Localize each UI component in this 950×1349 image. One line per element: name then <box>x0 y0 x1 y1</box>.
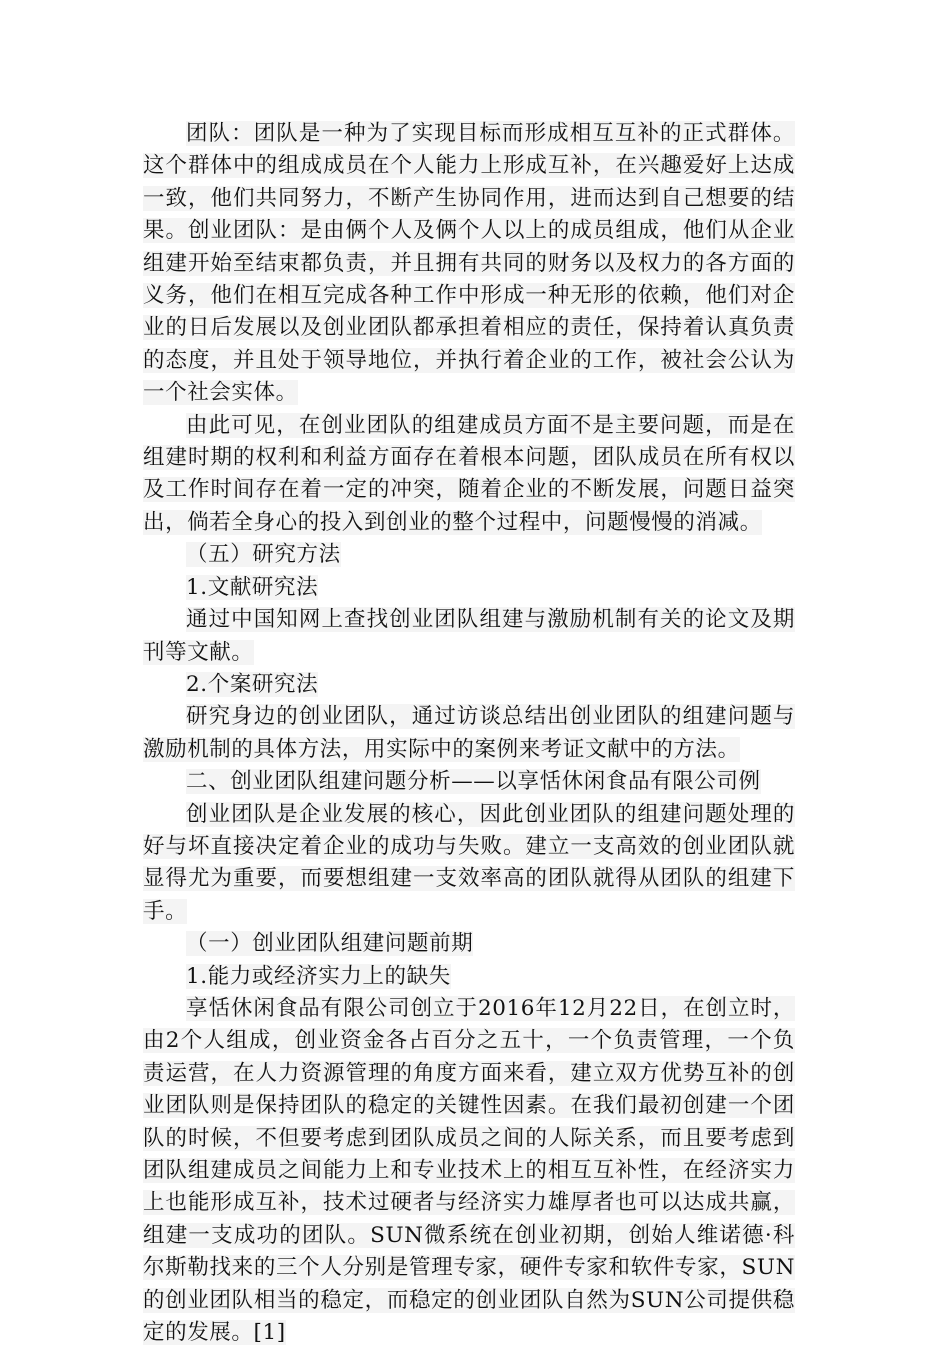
section-heading-early-problems <box>143 928 795 960</box>
chapter-heading-analysis <box>143 766 795 798</box>
heading-text: 1.能力或经济实力上的缺失 <box>186 963 451 989</box>
heading-text: 2.个案研究法 <box>186 671 319 697</box>
paragraph-text: 创业团队是企业发展的核心，因此创业团队的组建问题处理的好与坏直接决定着企业的成功与失败。建立一支高效的创业团队就显得尤为重要，而要想组建一支效率高的团队就得从团队的组建下手。 <box>143 801 795 924</box>
paragraph-text: 由此可见，在创业团队的组建成员方面不是主要问题，而是在组建时期的权利和利益方面存在着根本问题，团队成员在所有权以及工作时间存在着一定的冲突，随着企业的不断发展，问题日益突出，倘若全身心的投入到创业的整个过程中，问题慢慢的消减。 <box>143 412 795 535</box>
paragraph-text: 享恬休闲食品有限公司创立于2016年12月22日，在创立时，由2个人组成，创业资金各占百分之五十，一个负责管理，一个负责运营，在人力资源管理的角度方面来看，建立双方优势互补的创业团队则是保持团队的稳定的关键性因素。在我们最初创建一个团队的时候，不但要考虑到团队成员之间的人际关系，而且要考虑到团队组建成员之间能力上和专业技术上的相互互补性，在经济实力上也能形成互补，技术过硬者与经济实力雄厚者也可以达成共赢，组建一支成功的团队。SUN微系统在创业初期，创始人维诺德·科尔斯勒找来的三个人分别是管理专家，硬件专家和软件专家，SUN的创业团队相当的稳定，而稳定的创业团队自然为SUN公司提供稳定的发展。[1] <box>143 995 795 1346</box>
document-body <box>143 118 795 1349</box>
section-heading-research-methods <box>143 539 795 571</box>
heading-text: （一）创业团队组建问题前期 <box>186 931 474 957</box>
subheading-literature-research <box>143 572 795 604</box>
paragraph-literature-research <box>143 604 795 669</box>
paragraph-case-study <box>143 701 795 766</box>
paragraph-team-definition <box>143 118 795 410</box>
paragraph-text: 研究身边的创业团队，通过访谈总结出创业团队的组建问题与激励机制的具体方法，用实际中的案例来考证文献中的方法。 <box>143 704 795 762</box>
paragraph-text: 通过中国知网上查找创业团队组建与激励机制有关的论文及期刊等文献。 <box>143 607 795 665</box>
heading-text: （五）研究方法 <box>186 542 341 568</box>
subheading-capability-gap <box>143 961 795 993</box>
heading-text: 二、创业团队组建问题分析——以享恬休闲食品有限公司例 <box>186 769 761 795</box>
heading-text: 1.文献研究法 <box>186 574 319 600</box>
paragraph-conclusion <box>143 410 795 540</box>
paragraph-company-case <box>143 993 795 1349</box>
paragraph-team-core <box>143 799 795 929</box>
subheading-case-study <box>143 669 795 701</box>
paragraph-text: 团队：团队是一种为了实现目标而形成相互互补的正式群体。这个群体中的组成成员在个人能力上形成互补，在兴趣爱好上达成一致，他们共同努力，不断产生协同作用，进而达到自己想要的结果。创业团队：是由俩个人及俩个人以上的成员组成，他们从企业组建开始至结束都负责，并且拥有共同的财务以及权力的各方面的义务，他们在相互完成各种工作中形成一种无形的依赖，他们对企业的日后发展以及创业团队都承担着相应的责任，保持着认真负责的态度，并且处于领导地位，并执行着企业的工作，被社会公认为一个社会实体。 <box>143 121 795 406</box>
